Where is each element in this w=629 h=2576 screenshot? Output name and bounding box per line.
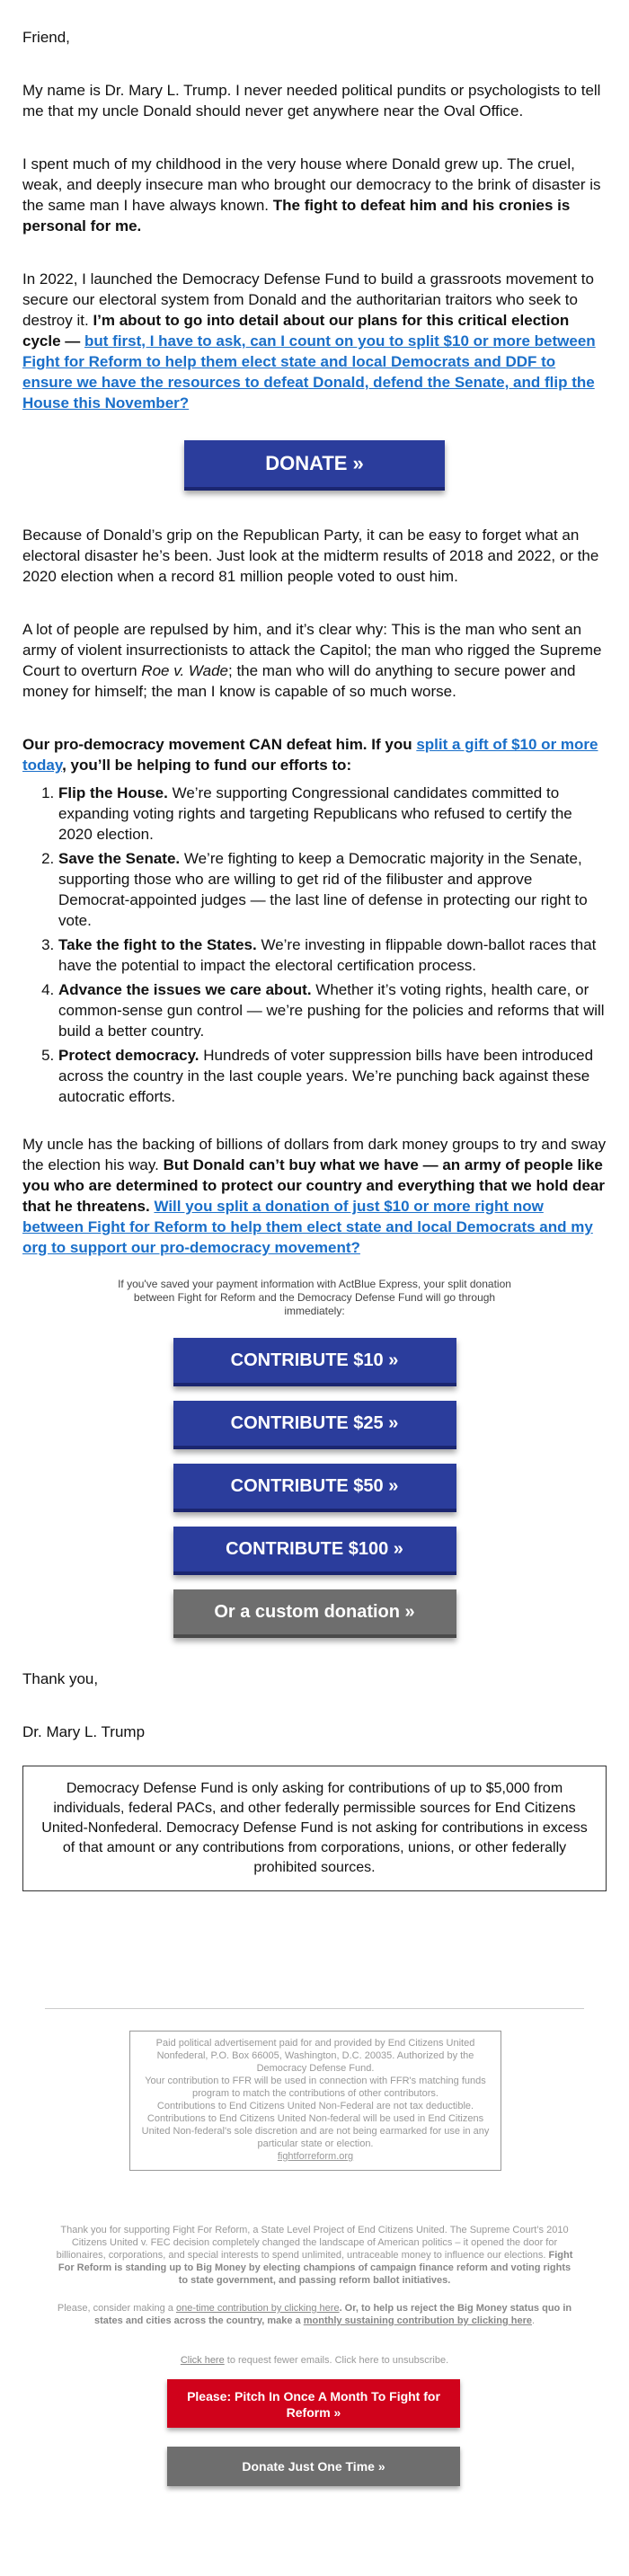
fewer-emails-link[interactable]: Click here (180, 2355, 225, 2366)
footer-contribute-b: . Or, to help us reject the Big Money status quo in states and cities across the country, make a (93, 2303, 572, 2326)
movement-paragraph (22, 734, 607, 775)
unsubscribe-text: to request fewer emails. Click here to unsubscribe. (226, 2355, 449, 2366)
list-item-text: We’re supporting Congressional candidates committed to expanding voting rights and targeting Republicans who refused to certify the 2020 election. (58, 784, 572, 843)
split-donation-link[interactable]: Will you split a donation of just $10 or more right now between Fight for Reform to help them elect state and local Democrats and my org to support our pro-democracy movement? (22, 1198, 593, 1256)
grip-paragraph: Because of Donald’s grip on the Republican Party, it can be easy to forget what an electoral disaster he’s been. Just look at the midterm results of 2018 and 2022, or the 2020 election when a record 81 million people voted to oust him. (22, 527, 599, 585)
footer-about-text: Thank you for supporting Fight For Reform, a State Level Project of End Citizens United. The Supreme Court’s 2010 Citizens United v. FEC decision completely changed the landscape of American politics – it opened the door for billionaires, corporations, and special interests to spend unlimited, untraceable money to influence our elections. (56, 2225, 569, 2261)
one-time-button[interactable]: Donate Just One Time » (167, 2447, 460, 2486)
roe-case: Roe v. Wade (141, 662, 228, 679)
list-item-text: Whether it’s voting rights, health care, or common-sense gun control — we’re pushing for the policies and reforms that will build a better country. (58, 981, 605, 1040)
list-item-title: Flip the House. (58, 784, 168, 801)
paid-for-line-1: Paid political advertisement paid for and provided by End Citizens United Nonfederal, P.O. Box 66005, Washington, D.C. 20035. Authorized by the Democracy Defense Fund. (155, 2038, 475, 2074)
list-item-title: Take the fight to the States. (58, 936, 257, 953)
movement-bold-1: Our pro-democracy movement CAN defeat him. If you (22, 736, 412, 753)
paid-for-line-3: Contributions to End Citizens United Non-Federal are not tax deductible. (156, 2101, 474, 2111)
footer-contribute-a: Please, consider making a (57, 2303, 173, 2314)
list-item (58, 1045, 607, 1107)
repulsed-text-b: ; the man who will do anything to secure power and money for himself; the man I know is capable of so much worse. (22, 662, 576, 700)
contribute-25-button[interactable]: CONTRIBUTE $25 » (173, 1401, 456, 1449)
launch-bold: I’m about to go into detail about our plans for this critical election cycle — (22, 312, 570, 350)
fightforreform-link[interactable]: fightforreform.org (277, 2151, 354, 2162)
list-item (58, 848, 607, 931)
paid-for-box (129, 2031, 501, 2171)
custom-donation-button[interactable]: Or a custom donation » (173, 1589, 456, 1638)
list-item-text: We’re fighting to keep a Democratic majority in the Senate, supporting those who are willing to get rid of the filibuster and approve Democrat-appointed judges — the last line of defense in protecting our right to vote. (58, 850, 588, 929)
list-item-text: We’re investing in flippable down-ballot races that have the potential to impact the electoral certification process. (58, 936, 597, 974)
childhood-bold: The fight to defeat him and his cronies is personal for me. (22, 197, 571, 235)
list-item-title: Protect democracy. (58, 1047, 199, 1064)
split-gift-link[interactable]: split a gift of $10 or more today (22, 736, 598, 774)
list-item-title: Save the Senate. (58, 850, 181, 867)
one-time-contribution-link[interactable]: one-time contribution by clicking here (175, 2303, 340, 2314)
footer-divider (45, 2008, 584, 2009)
launch-text: In 2022, I launched the Democracy Defense Fund to build a grassroots movement to secure our electoral system from Donald and the authoritarian traitors who seek to destroy it. (22, 270, 594, 329)
list-item (58, 934, 607, 976)
intro-paragraph: My name is Dr. Mary L. Trump. I never needed political pundits or psychologists to tell me that my uncle Donald should never get anywhere near the Oval Office. (22, 82, 601, 120)
footer-unsubscribe (54, 2354, 575, 2367)
donate-button[interactable]: DONATE » (184, 440, 445, 491)
childhood-text: I spent much of my childhood in the very house where Donald grew up. The cruel, weak, and deeply insecure man who brought our democracy to the brink of disaster is the same man I have always known. (22, 155, 601, 214)
repulsed-paragraph (22, 619, 607, 702)
contribute-100-button[interactable]: CONTRIBUTE $100 » (173, 1527, 456, 1575)
monthly-pitch-button[interactable]: Please: Pitch In Once A Month To Fight for Reform » (167, 2379, 460, 2428)
list-item-text: Hundreds of voter suppression bills have been introduced across the country in the last couple years. We’re punching back against these autocratic efforts. (58, 1047, 594, 1105)
launch-paragraph (22, 269, 607, 413)
signature: Dr. Mary L. Trump (22, 1723, 146, 1740)
efforts-list (22, 783, 607, 1107)
movement-bold-2: , you’ll be helping to fund our efforts to: (62, 757, 352, 774)
list-item (58, 979, 607, 1041)
email-body (22, 27, 607, 1891)
dark-money-paragraph (22, 1134, 607, 1258)
footer-about (54, 2224, 575, 2287)
disclaimer-box: Democracy Defense Fund is only asking for contributions of up to $5,000 from individuals, federal PACs, and other federally permissible sources for End Citizens United-Nonfederal. Democracy Defense Fund is not asking for contributions in excess of that amount or any contributions from corporations, unions, or other federally prohibited sources. (22, 1766, 607, 1891)
greeting: Friend, (22, 29, 70, 46)
monthly-contribution-link[interactable]: monthly sustaining contribution by clicking here (303, 2315, 532, 2326)
list-item (58, 783, 607, 845)
paid-for-line-4: Contributions to End Citizens United Non-federal will be used in End Citizens United Non-federal's sole discretion and are not being earmarked for use in any particular state or election. (141, 2113, 490, 2149)
contribute-10-button[interactable]: CONTRIBUTE $10 » (173, 1338, 456, 1386)
paid-for-line-2: Your contribution to FFR will be used in connection with FFR's matching funds program to match the contributions of other contributors. (145, 2076, 486, 2099)
dark-money-bold: But Donald can’t buy what we have — an army of people like you who are determined to protect our country and everything that we hold dear that he threatens. (22, 1156, 605, 1215)
actblue-note: If you've saved your payment information with ActBlue Express, your split donation between Fight for Reform and the Democracy Defense Fund will go through immediately: (118, 1278, 511, 1317)
split-ask-link[interactable]: but first, I have to ask, can I count on you to split $10 or more between Fight for Reform to help them elect state and local Democrats and DDF to ensure we have the resources to defeat Donald, defend the Senate, and flip the House this November? (22, 332, 596, 412)
childhood-paragraph (22, 154, 607, 236)
footer-contribute-c: . (531, 2315, 536, 2326)
contribute-50-button[interactable]: CONTRIBUTE $50 » (173, 1464, 456, 1512)
footer-about-bold: Fight For Reform is standing up to Big Money by electing champions of campaign finance reform and voting rights to state government, and passing reform ballot initiatives. (58, 2250, 573, 2286)
footer-contribute (54, 2302, 575, 2327)
dark-money-text: My uncle has the backing of billions of dollars from dark money groups to try and sway the election his way. (22, 1136, 607, 1173)
list-item-title: Advance the issues we care about. (58, 981, 312, 998)
repulsed-text-a: A lot of people are repulsed by him, and it’s clear why: This is the man who sent an army of violent insurrectionists to attack the Capitol; the man who rigged the Supreme Court to overturn (22, 621, 602, 679)
thanks: Thank you, (22, 1670, 99, 1687)
